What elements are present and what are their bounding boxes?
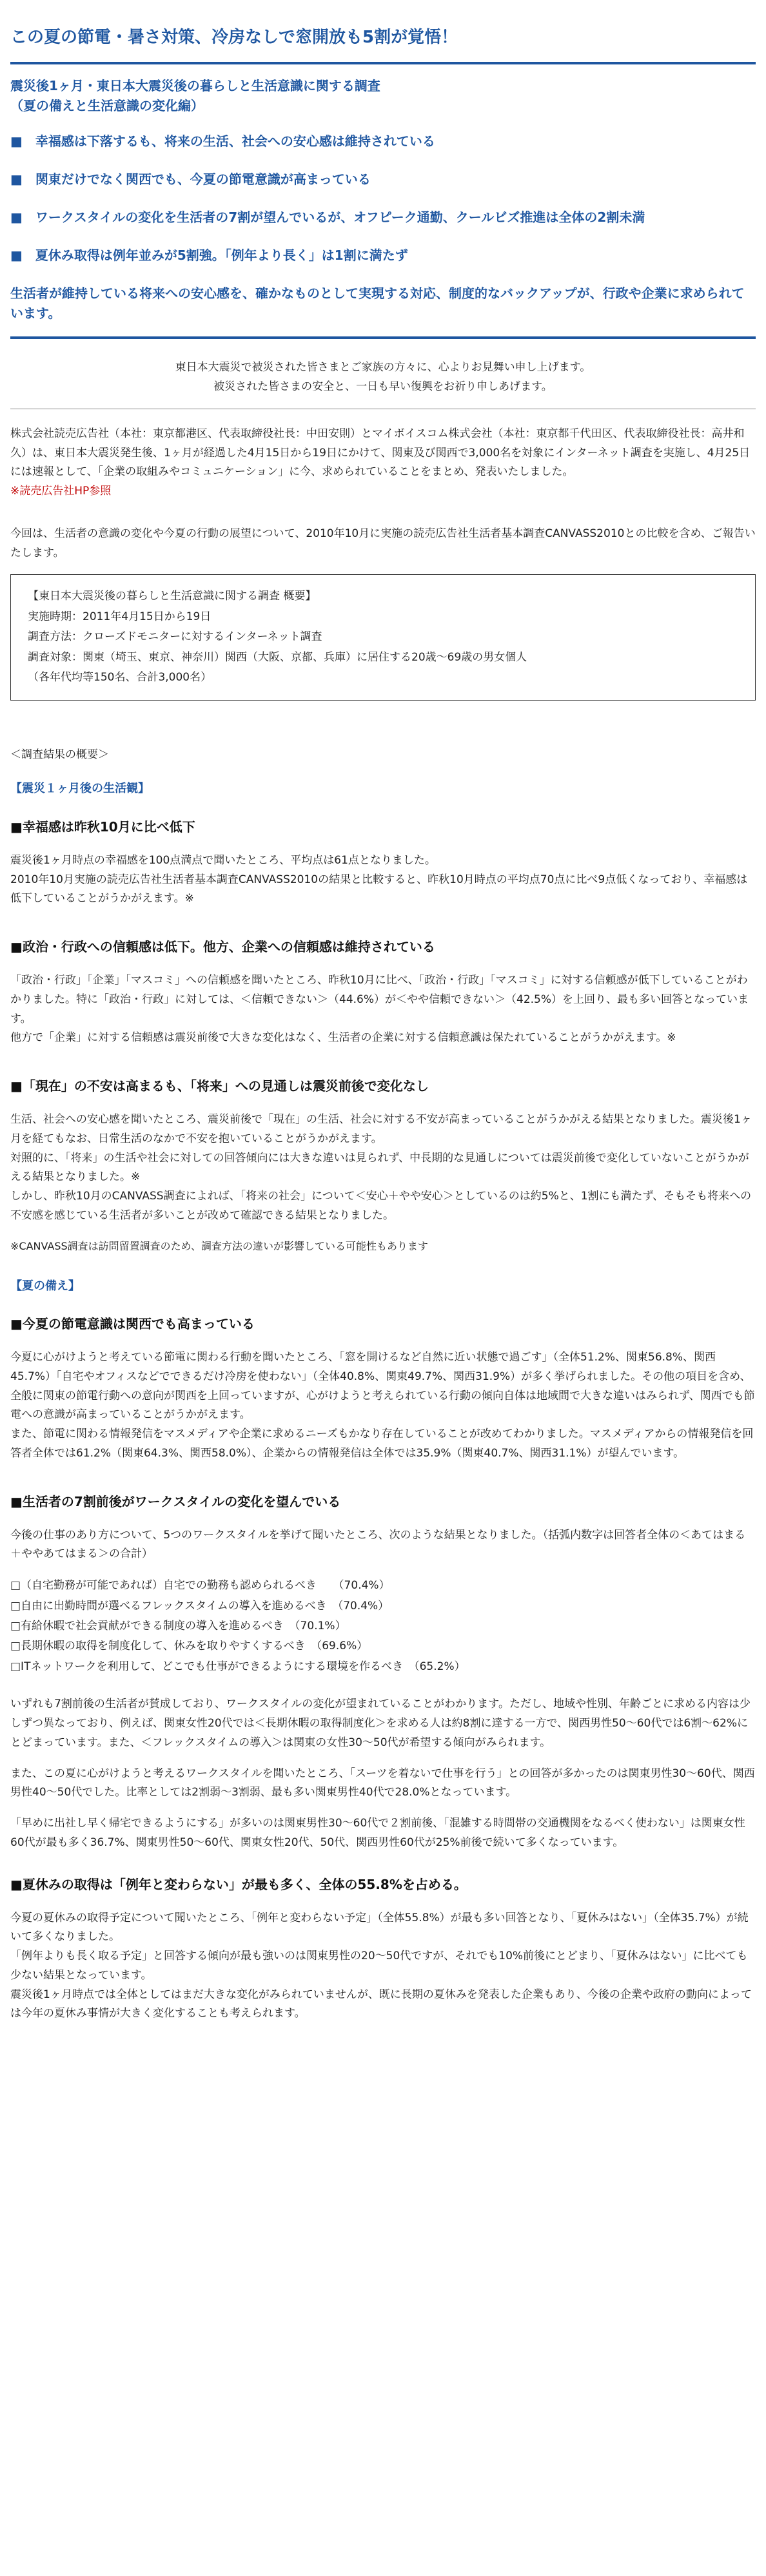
section-anxiety-text: 生活、社会への安心感を聞いたところ、震災前後で「現在」の生活、社会に対する不安が高まっていることがうかがえる結果となりました。震災後1ヶ月を経てもなお、日常生活のなかで不安を抱いていることがうかがえます。 <box>10 1113 752 1145</box>
results-heading: ＜調査結果の概要＞ <box>10 748 109 761</box>
headline: この夏の節電・暑さ対策、冷房なしで窓開放も5割が覚悟！ <box>10 28 458 47</box>
section-happiness-text: 震災後1ヶ月時点の幸福感を100点満点で聞いたところ、平均点は61点となりました。 <box>10 853 436 867</box>
section-anxiety-text-2: 対照的に、「将来」の生活や社会に対しての回答傾向には大きな違いは見られず、中長期的な見通しについては震災前後で変化していないことがうかがえる結果となりました。※ <box>10 1151 749 1184</box>
overview-method: 調査方法：クローズドモニターに対するインターネット調査 <box>28 630 322 644</box>
condolence-line1: 東日本大震災で被災された皆さまとご家族の方々に、心よりお見舞い申し上げます。 <box>175 361 591 374</box>
section-anxiety-text-3: しかし、昨秋10月のCANVASS調査によれば、「将来の社会」について＜安心＋やや安心＞としているのは約5%と、1割にも満たず、そもそも将来への不安感を感じている生活者が多いことが改めて確認できる結果となりました。 <box>10 1190 752 1222</box>
list-item: □（自宅勤務が可能であれば）自宅での勤務も認められるべき （70.4%） <box>10 1579 390 1593</box>
overview-target-note: （各年代均等150名、合計3,000名） <box>28 671 212 684</box>
yomiko-hp-link[interactable]: ※読売広告社HP参照 <box>10 485 112 498</box>
section-power-saving-text-2: また、節電に関わる情報発信をマスメディアや企業に求めるニーズもかなり存在していることが改めてわかりました。マスメディアからの情報発信を回答者全体では61.2%（関東64.3%、関西58.0%）、企業からの情報発信は全体では35.9%（関東40.7%、関西31.1%）が望んでいます。 <box>10 1428 754 1460</box>
section-workstyle-text: 今後の仕事のあり方について、5つのワークスタイルを挙げて聞いたところ、次のような結果となりました。（括弧内数字は回答者全体の＜あてはまる＋ややあてはまる＞の合計） <box>10 1528 746 1561</box>
top-divider <box>10 62 756 64</box>
workstyle-list <box>10 1576 756 1677</box>
overview-target: 調査対象：関東（埼玉、東京、神奈川）関西（大阪、京都、兵庫）に居住する20歳〜69歳の男女個人 <box>28 650 527 664</box>
section-trust-text-2: 他方で「企業」に対する信頼感は震災前後で大きな変化はなく、生活者の企業に対する信頼意識は保たれていることがうかがえます。※ <box>10 1031 676 1045</box>
survey-overview-box <box>10 574 756 700</box>
section-vacation-text-3: 震災後1ヶ月時点では全体としてはまだ大きな変化がみられていませんが、既に長期の夏休みを発表した企業もあり、今後の企業や政府の動向によっては今年の夏休み事情が大きく変化することも考えられます。 <box>10 1988 752 2020</box>
list-item: □自由に出勤時間が選べるフレックスタイムの導入を進めるべき （70.4%） <box>10 1599 389 1612</box>
section-power-saving-text: 今夏に心がけようと考えている節電に関わる行動を聞いたところ、「窓を開けるなど自然に近い状態で過ごす」（全体51.2%、関東56.8%、関西45.7%）「自宅やオフィスなどでできるだけ冷房を使わない」（全体40.8%、関東49.7%、関西31.9%）が多く挙げられました。その他の項目を含め、全般に関東の節電行動への意向が関西を上回っていますが、心がけようと考えられている行動の傾向自体は地域間で大きな違いはみられず、関西でも節電への意識が高まっていることがうかがえます。 <box>10 1351 755 1422</box>
list-item: □長期休暇の取得を制度化して、休みを取りやすくするべき （69.6%） <box>10 1640 368 1653</box>
category-heading-summer: 【夏の備え】 <box>10 1279 80 1293</box>
list-item: □ITネットワークを利用して、どこでも仕事ができるようにする環境を作るべき （65.2%） <box>10 1660 466 1673</box>
key-point-1: ■ 幸福感は下落するも、将来の生活、社会への安心感は維持されている <box>10 133 435 150</box>
summary-title <box>10 76 756 116</box>
section-workstyle-text-4: 「早めに出社し早く帰宅できるようにする」が多いのは関東男性30〜60代で２割前後、「混雑する時間帯の交通機関をなるべく使わない」は関東女性60代が最も多く36.7%、関東男性50〜60代、関東女性20代、50代、関西男性60代が25%前後で続いて多くなっています。 <box>10 1817 745 1849</box>
section-vacation-title: ■夏休みの取得は「例年と変わらない」が最も多く、全体の55.8%を占める。 <box>10 1876 467 1892</box>
bottom-divider <box>10 336 756 339</box>
section-trust-text: 「政治・行政」「企業」「マスコミ」への信頼感を聞いたところ、昨秋10月に比べ、「政治・行政」「マスコミ」に対する信頼感が低下していることがわかりました。特に「政治・行政」に対しては、＜信頼できない＞（44.6%）が＜やや信頼できない＞（42.5%）を上回り、最も多い回答となっています。 <box>10 974 749 1025</box>
overview-period: 実施時期：2011年4月15日から19日 <box>28 610 211 623</box>
section-happiness-text-2: 2010年10月実施の読売広告社生活者基本調査CANVASS2010の結果と比較すると、昨秋10月時点の平均点70点に比べ9点低くなっており、幸福感は低下していることがうかがえます。※ <box>10 873 748 905</box>
key-point-4: ■ 夏休み取得は例年並みが5割強。「例年より長く」は1割に満たず <box>10 247 408 264</box>
intro-paragraph-2: 今回は、生活者の意識の変化や今夏の行動の展望について、2010年10月に実施の読売広告社生活者基本調査CANVASS2010との比較を含め、ご報告いたします。 <box>10 527 756 559</box>
key-point-2: ■ 関東だけでなく関西でも、今夏の節電意識が高まっている <box>10 171 371 188</box>
list-item: □有給休暇で社会貢献ができる制度の導入を進めるべき （70.1%） <box>10 1619 346 1632</box>
section-vacation-text-2: 「例年よりも長く取る予定」と回答する傾向が最も強いのは関東男性の20〜50代ですが、それでも10%前後にとどまり、「夏休みはない」に比べても少ない結果となっています。 <box>10 1950 748 1982</box>
section-happiness-title: ■幸福感は昨秋10月に比べ低下 <box>10 818 195 835</box>
section-trust-title: ■政治・行政への信頼感は低下。他方、企業への信頼感は維持されている <box>10 939 435 955</box>
summary-title-line2: （夏の備えと生活意識の変化編） <box>10 98 204 114</box>
condolence-message <box>10 358 756 397</box>
conclusion: 生活者が維持している将来への安心感を、確かなものとして実現する対応、制度的なバックアップが、行政や企業に求められています。 <box>10 286 745 322</box>
section-workstyle-text-2: いずれも7割前後の生活者が賛成しており、ワークスタイルの変化が望まれていることがわかります。ただし、地域や性別、年齢ごとに求める内容は少しずつ異なっており、例えば、関東女性20代では＜長期休暇の取得制度化＞を求める人は約8割に達する一方で、関西男性50〜60代では6割〜62%にとどまっています。また、＜フレックスタイムの導入＞は関東の女性30〜50代が希望する傾向がみられます。 <box>10 1698 751 1749</box>
category-heading-life-view: 【震災１ヶ月後の生活観】 <box>10 782 150 796</box>
intro-paragraph-1: 株式会社読売広告社（本社：東京都港区、代表取締役社長：中田安則）とマイボイスコム株式会社（本社：東京都千代田区、代表取締役社長：高井和久）は、東日本大震災発生後、1ヶ月が経過した4月15日から19日にかけて、関東及び関西で3,000名を対象にインターネット調査を実施し、4月25日には速報として、「企業の取組みやコミュニケーション」に今、求められていることをまとめ、発表いたしました。 <box>10 427 751 479</box>
section-workstyle-title: ■生活者の7割前後がワークスタイルの変化を望んでいる <box>10 1493 341 1509</box>
section-vacation-text: 今夏の夏休みの取得予定について聞いたところ、「例年と変わらない予定」（全体55.8%）が最も多い回答となり、「夏休みはない」（全体35.7%）が続いて多くなりました。 <box>10 1911 749 1944</box>
canvass-note: ※CANVASS調査は訪問留置調査のため、調査方法の違いが影響している可能性もあります <box>10 1239 429 1252</box>
condolence-line2: 被災された皆さまの安全と、一日も早い復興をお祈り申しあげます。 <box>213 380 553 394</box>
section-anxiety-title: ■「現在」の不安は高まるも、「将来」への見通しは震災前後で変化なし <box>10 1078 429 1094</box>
section-workstyle-text-3: また、この夏に心がけようと考えるワークスタイルを聞いたところ、「スーツを着ないで仕事を行う」との回答が多かったのは関東男性30〜60代、関西男性40〜50代でした。比率としては2割弱〜3割弱、最も多い関東男性40代で28.0%となっています。 <box>10 1767 755 1799</box>
section-power-saving-title: ■今夏の節電意識は関西でも高まっている <box>10 1316 255 1332</box>
key-point-3: ■ ワークスタイルの変化を生活者の7割が望んでいるが、オフピーク通勤、クールビズ推進は全体の2割未満 <box>10 209 645 226</box>
overview-title: 【東日本大震災後の暮らしと生活意識に関する調査 概要】 <box>28 590 317 603</box>
summary-title-line1: 震災後1ヶ月・東日本大震災後の暮らしと生活意識に関する調査 <box>10 78 380 94</box>
